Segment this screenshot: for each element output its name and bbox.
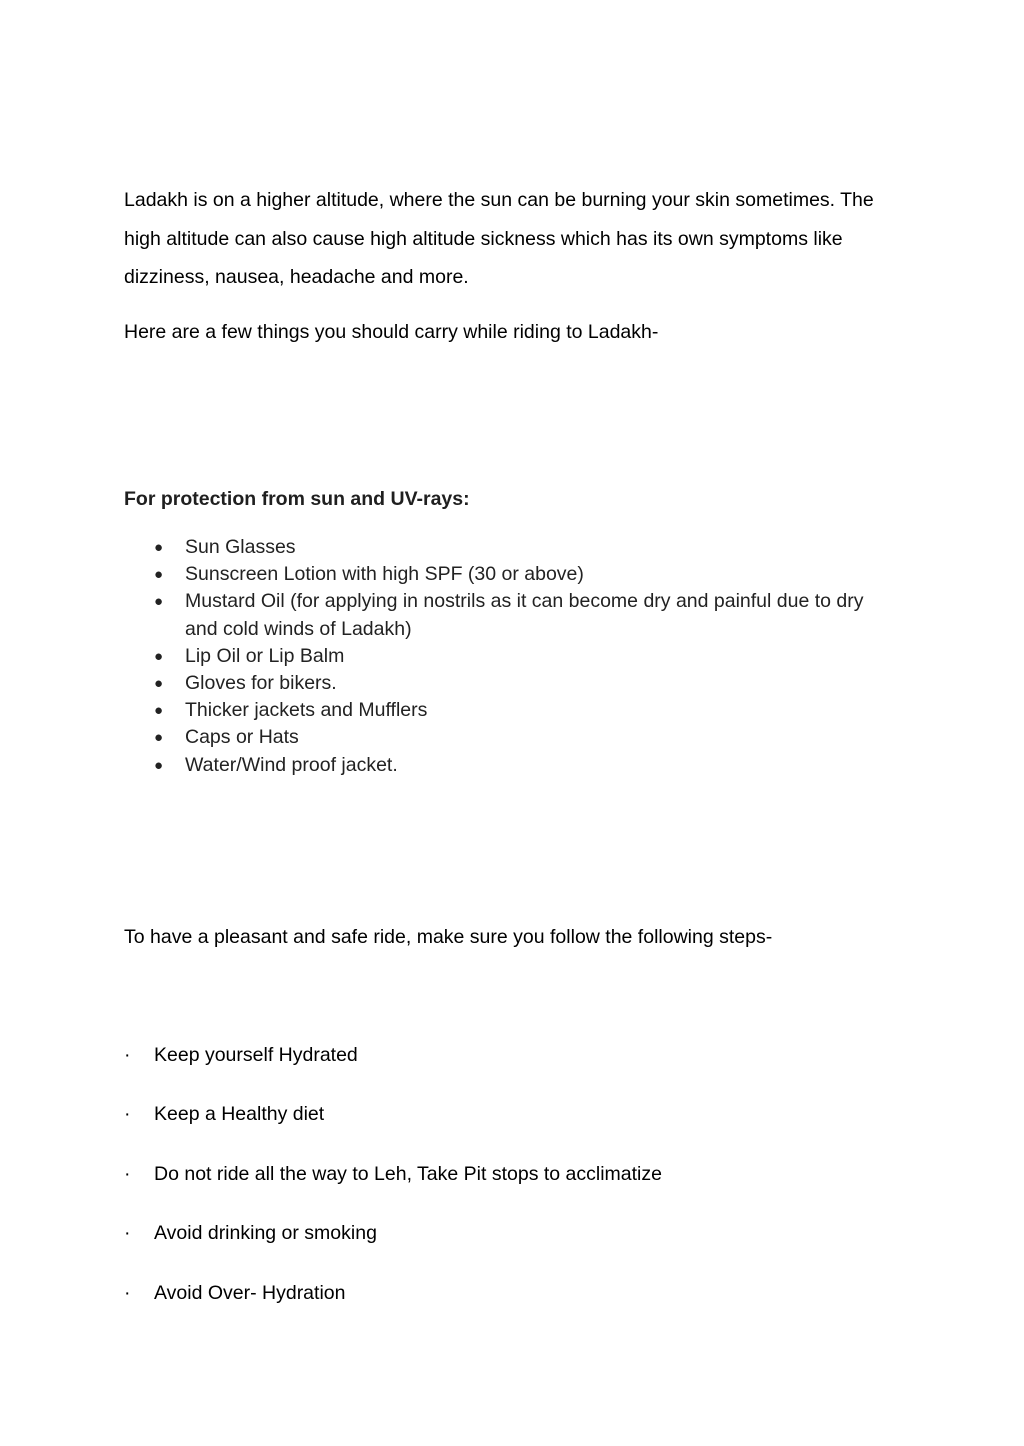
dot-bullet-icon: · <box>124 1281 131 1304</box>
list-item <box>154 752 894 779</box>
list-item <box>154 534 894 561</box>
protection-list <box>154 534 894 779</box>
list-item <box>154 670 894 697</box>
list-item-text: Lip Oil or Lip Balm <box>185 644 345 667</box>
bullet-icon: ● <box>154 756 164 774</box>
dot-bullet-icon: · <box>124 1162 131 1185</box>
intro-paragraph: Ladakh is on a higher altitude, where the sun can be burning your skin sometimes. The high altitude can also cause high altitude sickness which has its own symptoms like dizziness, nausea, headache and more. <box>124 189 874 288</box>
bullet-icon: ● <box>154 702 164 720</box>
step-item-text: Keep yourself Hydrated <box>154 1044 358 1066</box>
list-item <box>154 697 894 724</box>
step-item <box>124 1220 662 1279</box>
step-item-text: Keep a Healthy diet <box>154 1103 325 1126</box>
list-item <box>154 724 894 751</box>
list-item <box>154 561 894 588</box>
carry-paragraph: Here are a few things you should carry while riding to Ladakh- <box>124 321 659 343</box>
bullet-icon: ● <box>154 729 164 747</box>
step-item <box>124 1101 662 1160</box>
list-item <box>154 643 894 670</box>
bullet-icon: ● <box>154 566 164 584</box>
dot-bullet-icon: · <box>124 1222 131 1245</box>
dot-bullet-icon: · <box>124 1044 131 1066</box>
dot-bullet-icon: · <box>124 1103 131 1126</box>
step-item <box>124 1280 662 1339</box>
bullet-icon: ● <box>154 539 164 556</box>
list-item-text: Sunscreen Lotion with high SPF (30 or above) <box>185 563 584 586</box>
step-item-text: Avoid drinking or smoking <box>154 1222 377 1245</box>
list-item-text: Mustard Oil (for applying in nostrils as it can become dry and painful due to dry and cold winds of Ladakh) <box>185 590 864 640</box>
list-item <box>154 588 894 642</box>
step-item-text: Do not ride all the way to Leh, Take Pit stops to acclimatize <box>154 1162 662 1185</box>
steps-list <box>124 1042 662 1339</box>
protection-heading: For protection from sun and UV-rays: <box>124 488 470 510</box>
list-item-text: Caps or Hats <box>185 726 299 749</box>
steps-intro-paragraph: To have a pleasant and safe ride, make sure you follow the following steps- <box>124 926 773 948</box>
bullet-icon: ● <box>154 647 164 665</box>
list-item-text: Water/Wind proof jacket. <box>185 753 398 776</box>
list-item-text: Sun Glasses <box>185 536 296 558</box>
bullet-icon: ● <box>154 675 164 693</box>
step-item <box>124 1161 662 1220</box>
step-item-text: Avoid Over- Hydration <box>154 1281 346 1304</box>
list-item-text: Gloves for bikers. <box>185 672 337 695</box>
bullet-icon: ● <box>154 593 164 611</box>
list-item-text: Thicker jackets and Mufflers <box>185 699 428 722</box>
step-item <box>124 1042 662 1101</box>
